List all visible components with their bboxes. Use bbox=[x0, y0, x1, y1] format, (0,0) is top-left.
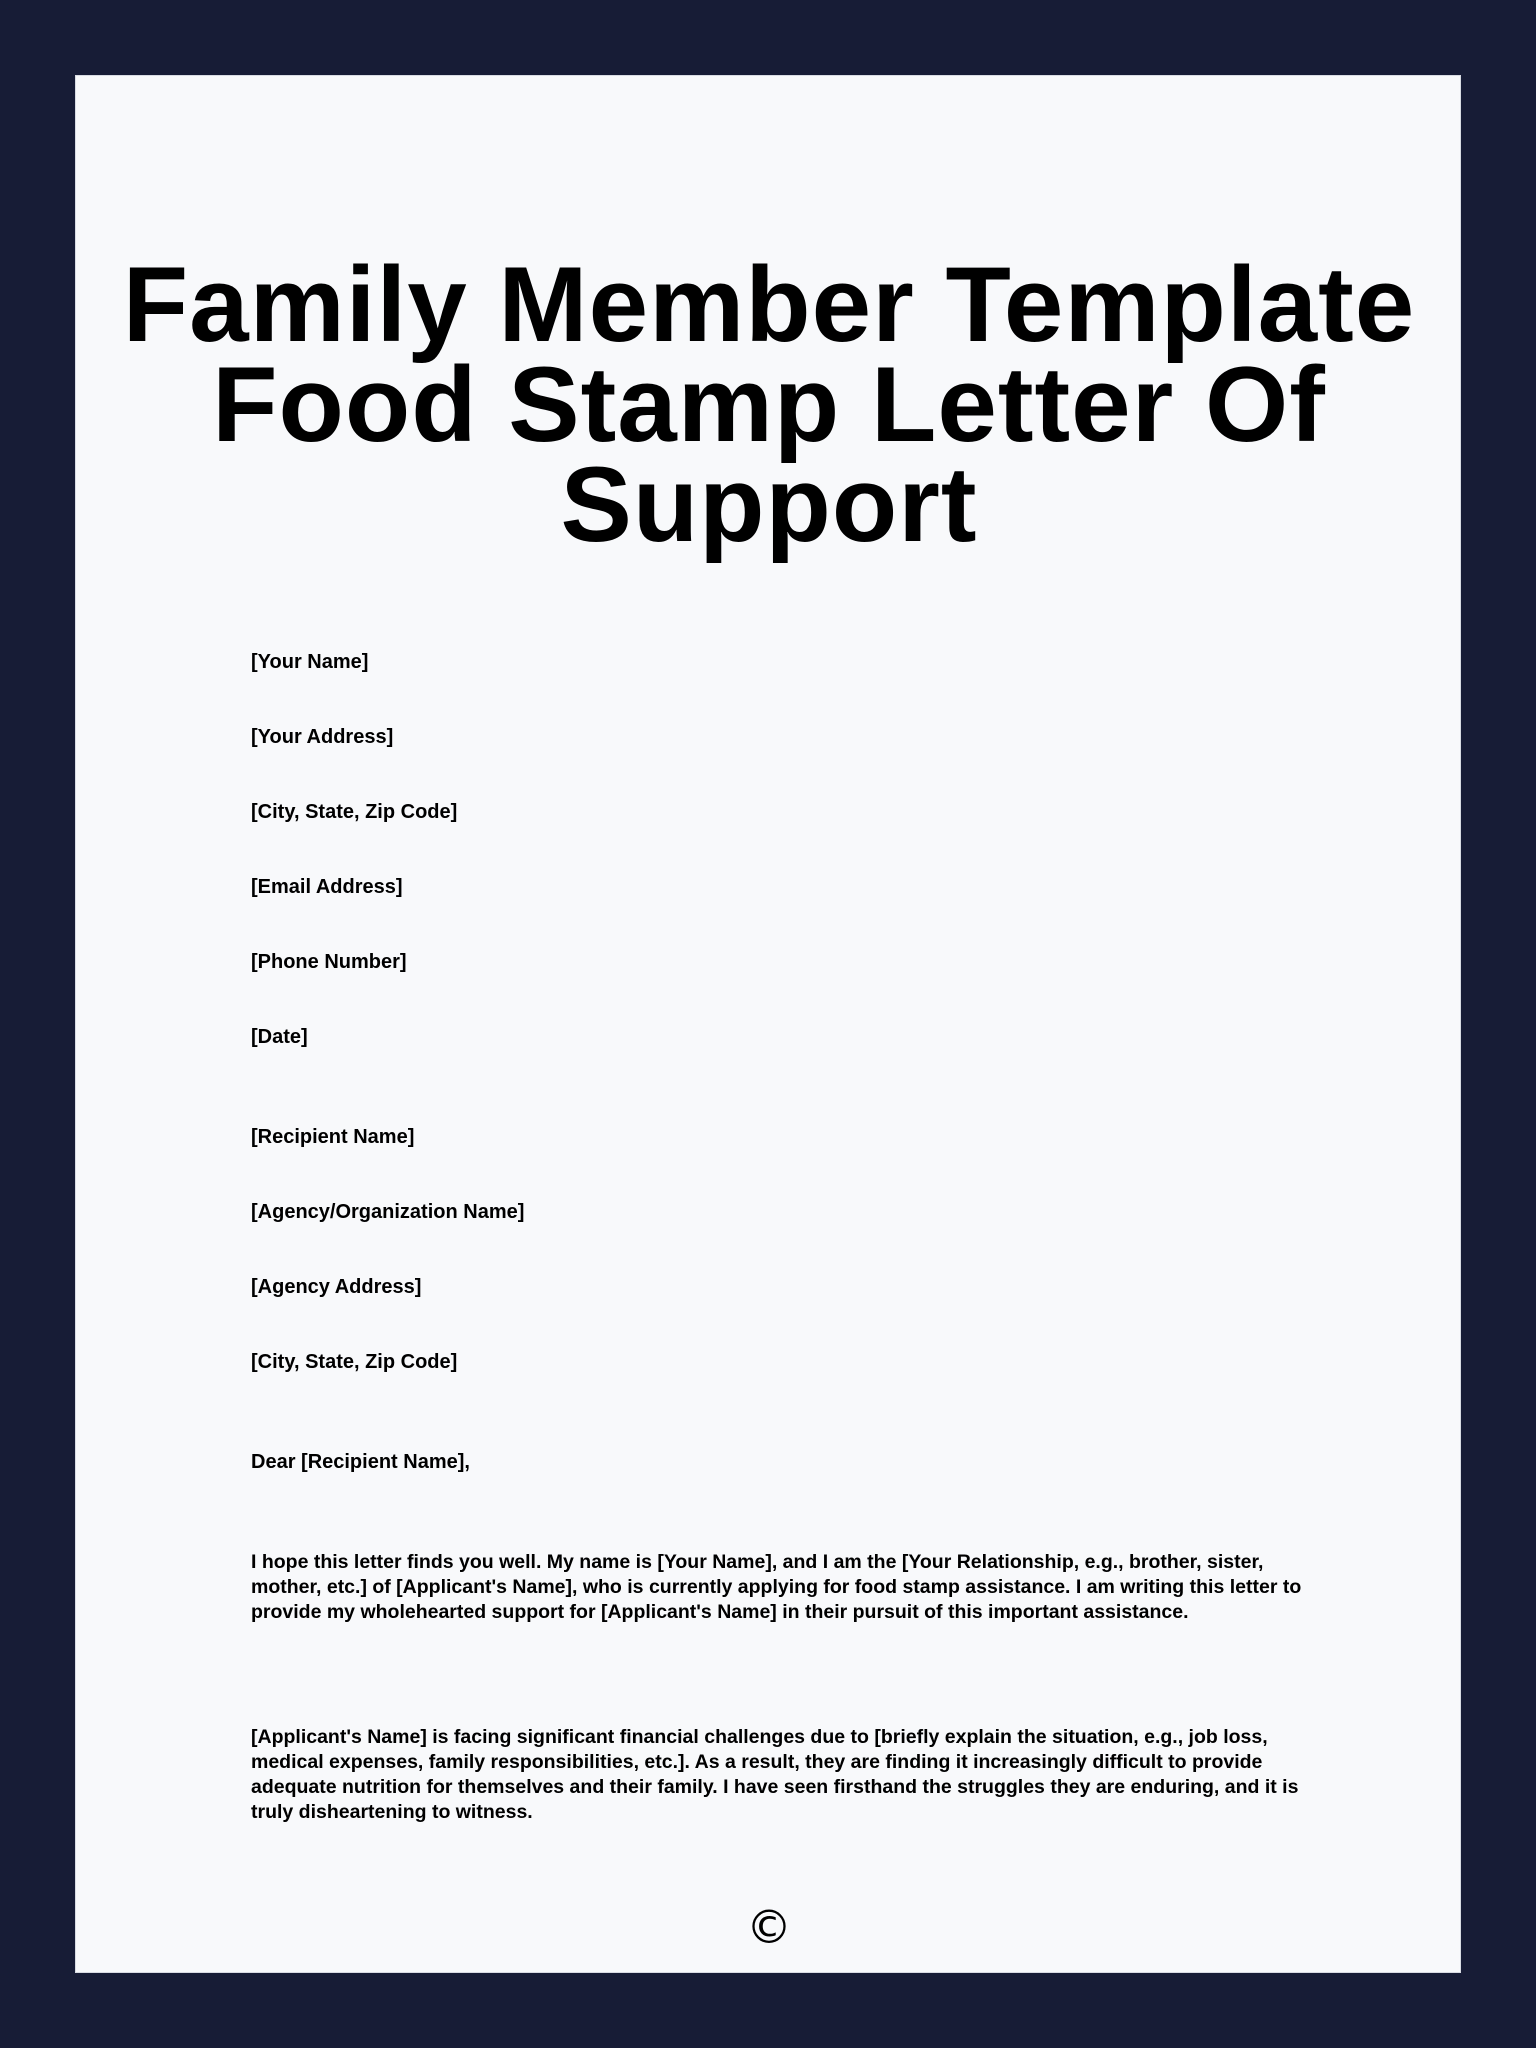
letter-page bbox=[75, 75, 1461, 1973]
sender-city-state-zip: [City, State, Zip Code] bbox=[251, 801, 458, 823]
sender-email: [Email Address] bbox=[251, 876, 403, 898]
sender-name: [Your Name] bbox=[251, 651, 369, 673]
body-paragraph: I hope this letter finds you well. My name is [Your Name], and I am the [Your Relationship, e.g., brother, sister, mother, etc.] of [Applicant's Name], who is currently applying for food stamp assistance. I am writing this letter to provide my wholehearted support for [Applicant's Name] in their pursuit of this important assistance. bbox=[251, 1551, 1302, 1623]
body-paragraph: [Applicant's Name] is facing significant financial challenges due to [briefly explain the situation, e.g., job loss, medical expenses, family responsibilities, etc.]. As a result, they are finding it increasingly difficult to provide adequate nutrition for themselves and their family. I have seen firsthand the struggles they are enduring, and it is truly disheartening to witness. bbox=[251, 1726, 1299, 1823]
recipient-city-state-zip: [City, State, Zip Code] bbox=[251, 1351, 458, 1373]
document-title: Family Member Template Food Stamp Letter Of Support bbox=[122, 244, 1416, 564]
sender-address: [Your Address] bbox=[251, 726, 394, 748]
sender-phone: [Phone Number] bbox=[251, 951, 407, 973]
recipient-name: [Recipient Name] bbox=[251, 1126, 415, 1148]
recipient-organization: [Agency/Organization Name] bbox=[251, 1201, 525, 1223]
recipient-address: [Agency Address] bbox=[251, 1276, 422, 1298]
letter-date: [Date] bbox=[251, 1026, 308, 1048]
salutation: Dear [Recipient Name], bbox=[251, 1451, 470, 1473]
copyright-icon: © bbox=[746, 1900, 792, 1954]
